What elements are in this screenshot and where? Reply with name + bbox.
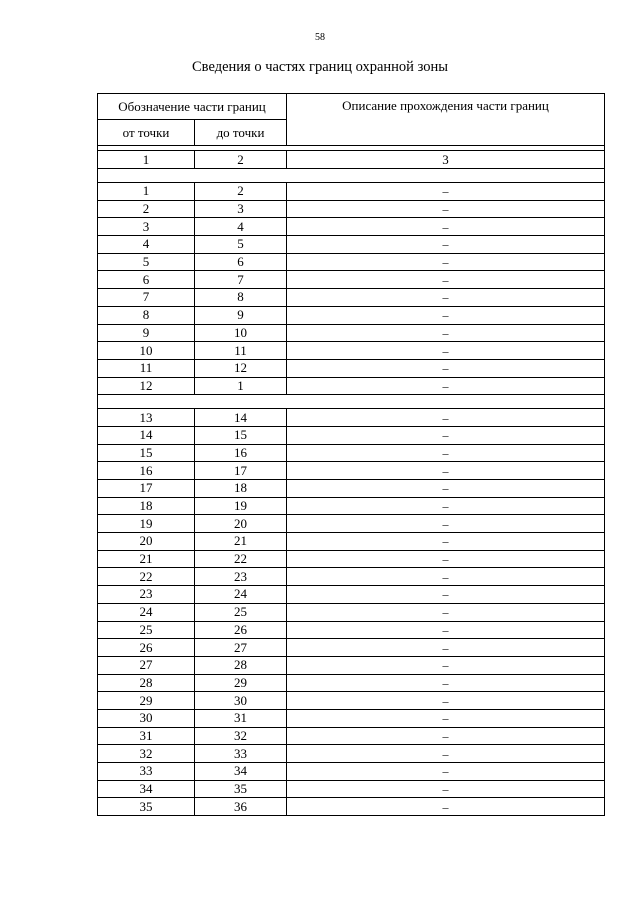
table-row <box>98 306 605 324</box>
description-cell: – <box>287 342 605 360</box>
to-point-cell: 12 <box>195 359 287 377</box>
to-point-cell: 17 <box>195 462 287 480</box>
description-cell: – <box>287 462 605 480</box>
boundary-parts-table <box>97 93 605 816</box>
from-point-cell: 29 <box>98 692 195 710</box>
from-point-cell: 34 <box>98 780 195 798</box>
from-point-cell: 11 <box>98 359 195 377</box>
from-point-cell: 25 <box>98 621 195 639</box>
to-point-cell: 21 <box>195 533 287 551</box>
from-point-cell: 16 <box>98 462 195 480</box>
description-cell: – <box>287 745 605 763</box>
from-point-cell: 17 <box>98 480 195 498</box>
from-point-cell: 2 <box>98 200 195 218</box>
from-point-cell: 24 <box>98 603 195 621</box>
column-number: 1 <box>98 151 195 169</box>
table-row <box>98 359 605 377</box>
description-cell: – <box>287 409 605 427</box>
from-point-cell: 14 <box>98 426 195 444</box>
table-row <box>98 218 605 236</box>
to-point-cell: 7 <box>195 271 287 289</box>
page-number: 58 <box>315 32 325 43</box>
table-row <box>98 586 605 604</box>
description-cell: – <box>287 218 605 236</box>
description-cell: – <box>287 236 605 254</box>
description-cell: – <box>287 271 605 289</box>
table-row <box>98 289 605 307</box>
from-point-cell: 9 <box>98 324 195 342</box>
to-point-cell: 25 <box>195 603 287 621</box>
from-point-cell: 21 <box>98 550 195 568</box>
to-point-cell: 24 <box>195 586 287 604</box>
to-point-cell: 22 <box>195 550 287 568</box>
section-separator-cell <box>98 395 605 409</box>
from-point-cell: 31 <box>98 727 195 745</box>
table-row <box>98 639 605 657</box>
description-cell: – <box>287 253 605 271</box>
description-cell: – <box>287 639 605 657</box>
to-point-cell: 33 <box>195 745 287 763</box>
description-cell: – <box>287 603 605 621</box>
section-separator-row <box>98 169 605 183</box>
from-point-cell: 22 <box>98 568 195 586</box>
description-cell: – <box>287 306 605 324</box>
table-row <box>98 462 605 480</box>
to-point-cell: 30 <box>195 692 287 710</box>
description-cell: – <box>287 656 605 674</box>
to-point-cell: 19 <box>195 497 287 515</box>
section-separator-row <box>98 395 605 409</box>
from-point-cell: 10 <box>98 342 195 360</box>
from-point-cell: 32 <box>98 745 195 763</box>
column-number-row <box>98 151 605 169</box>
description-cell: – <box>287 377 605 395</box>
table-row <box>98 692 605 710</box>
table-row <box>98 342 605 360</box>
from-point-cell: 3 <box>98 218 195 236</box>
table-row <box>98 409 605 427</box>
to-point-cell: 28 <box>195 656 287 674</box>
description-cell: – <box>287 780 605 798</box>
from-point-cell: 12 <box>98 377 195 395</box>
description-cell: – <box>287 692 605 710</box>
from-point-cell: 35 <box>98 798 195 816</box>
from-point-cell: 7 <box>98 289 195 307</box>
table-row <box>98 497 605 515</box>
table-row <box>98 426 605 444</box>
from-point-cell: 4 <box>98 236 195 254</box>
from-point-cell: 30 <box>98 709 195 727</box>
table-row <box>98 621 605 639</box>
document-title: Сведения о частях границ охранной зоны <box>192 59 448 75</box>
table-row <box>98 515 605 533</box>
to-point-cell: 31 <box>195 709 287 727</box>
from-point-cell: 8 <box>98 306 195 324</box>
to-point-cell: 10 <box>195 324 287 342</box>
description-cell: – <box>287 586 605 604</box>
table-row <box>98 674 605 692</box>
to-point-cell: 1 <box>195 377 287 395</box>
description-cell: – <box>287 568 605 586</box>
description-cell: – <box>287 200 605 218</box>
table-row <box>98 798 605 816</box>
from-point-cell: 19 <box>98 515 195 533</box>
description-cell: – <box>287 727 605 745</box>
description-cell: – <box>287 444 605 462</box>
description-cell: – <box>287 426 605 444</box>
to-point-cell: 5 <box>195 236 287 254</box>
section-separator-cell <box>98 169 605 183</box>
table-row <box>98 200 605 218</box>
description-cell: – <box>287 533 605 551</box>
description-cell: – <box>287 480 605 498</box>
description-cell: – <box>287 324 605 342</box>
table-row <box>98 271 605 289</box>
to-point-cell: 11 <box>195 342 287 360</box>
table-row <box>98 780 605 798</box>
description-cell: – <box>287 763 605 781</box>
description-cell: – <box>287 621 605 639</box>
table-row <box>98 444 605 462</box>
from-point-cell: 5 <box>98 253 195 271</box>
table-row <box>98 480 605 498</box>
table-row <box>98 727 605 745</box>
from-point-cell: 33 <box>98 763 195 781</box>
to-point-cell: 32 <box>195 727 287 745</box>
to-point-cell: 15 <box>195 426 287 444</box>
to-point-cell: 27 <box>195 639 287 657</box>
to-point-cell: 2 <box>195 183 287 201</box>
from-point-cell: 28 <box>98 674 195 692</box>
from-point-cell: 18 <box>98 497 195 515</box>
table-row <box>98 656 605 674</box>
table-row <box>98 550 605 568</box>
description-cell: – <box>287 798 605 816</box>
table-body <box>98 146 605 816</box>
to-point-cell: 23 <box>195 568 287 586</box>
to-point-cell: 18 <box>195 480 287 498</box>
from-point-cell: 15 <box>98 444 195 462</box>
table-row <box>98 377 605 395</box>
to-point-cell: 26 <box>195 621 287 639</box>
to-point-cell: 16 <box>195 444 287 462</box>
table-row <box>98 324 605 342</box>
table-row <box>98 603 605 621</box>
column-number: 3 <box>287 151 605 169</box>
description-cell: – <box>287 515 605 533</box>
column-number: 2 <box>195 151 287 169</box>
description-cell: – <box>287 183 605 201</box>
header-to-point: до точки <box>195 120 287 146</box>
description-cell: – <box>287 359 605 377</box>
from-point-cell: 27 <box>98 656 195 674</box>
to-point-cell: 29 <box>195 674 287 692</box>
to-point-cell: 36 <box>195 798 287 816</box>
table-row <box>98 533 605 551</box>
to-point-cell: 4 <box>195 218 287 236</box>
description-cell: – <box>287 709 605 727</box>
from-point-cell: 13 <box>98 409 195 427</box>
from-point-cell: 20 <box>98 533 195 551</box>
header-from-point: от точки <box>98 120 195 146</box>
description-cell: – <box>287 674 605 692</box>
table-row <box>98 709 605 727</box>
table-row <box>98 568 605 586</box>
table-row <box>98 253 605 271</box>
table-row <box>98 745 605 763</box>
description-cell: – <box>287 289 605 307</box>
to-point-cell: 14 <box>195 409 287 427</box>
to-point-cell: 35 <box>195 780 287 798</box>
table-row <box>98 236 605 254</box>
header-boundary-description: Описание прохождения части границ <box>287 94 605 146</box>
header-boundary-designation: Обозначение части границ <box>98 94 287 120</box>
description-cell: – <box>287 550 605 568</box>
description-cell: – <box>287 497 605 515</box>
table-row <box>98 183 605 201</box>
to-point-cell: 8 <box>195 289 287 307</box>
to-point-cell: 6 <box>195 253 287 271</box>
from-point-cell: 23 <box>98 586 195 604</box>
to-point-cell: 3 <box>195 200 287 218</box>
from-point-cell: 6 <box>98 271 195 289</box>
to-point-cell: 20 <box>195 515 287 533</box>
from-point-cell: 1 <box>98 183 195 201</box>
to-point-cell: 34 <box>195 763 287 781</box>
from-point-cell: 26 <box>98 639 195 657</box>
to-point-cell: 9 <box>195 306 287 324</box>
table-row <box>98 763 605 781</box>
